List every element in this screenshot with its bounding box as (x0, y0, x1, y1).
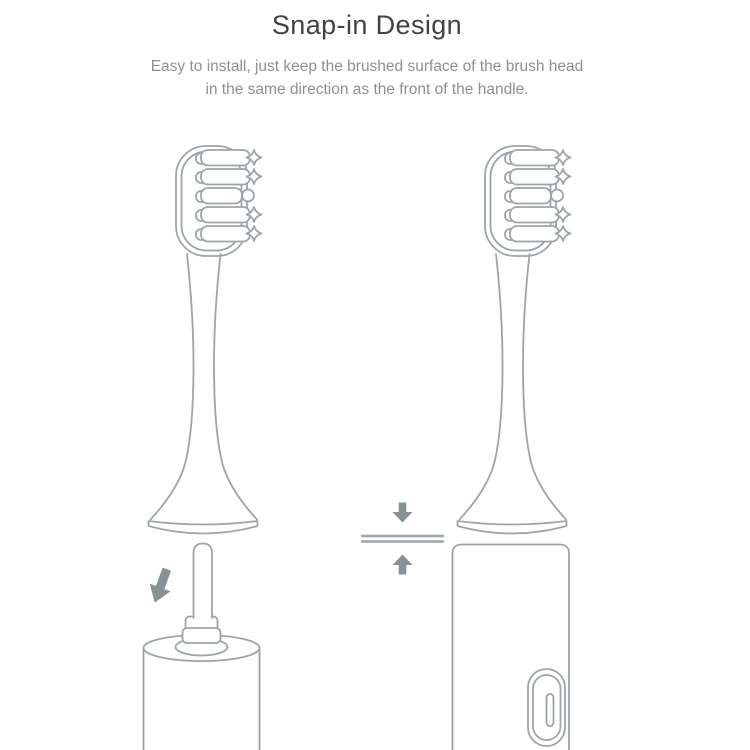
power-button-drawing (528, 669, 565, 746)
detached-brush-figure (144, 146, 262, 750)
snap-down-arrow-icon (393, 503, 413, 523)
attached-brush-figure (362, 146, 571, 750)
snap-gap-lines-icon (362, 536, 443, 542)
brush-head-drawing (458, 146, 571, 534)
insert-down-arrow-icon (144, 565, 177, 606)
page-title: Snap-in Design (271, 10, 463, 40)
snap-up-arrow-icon (393, 555, 413, 575)
subtitle-line-2: in the same direction as the front of the handle. (205, 81, 529, 98)
brush-head-drawing (149, 146, 262, 534)
subtitle-line-1: Easy to install, just keep the brushed surface of the brush head (150, 58, 584, 75)
handle-drawing (453, 545, 570, 750)
